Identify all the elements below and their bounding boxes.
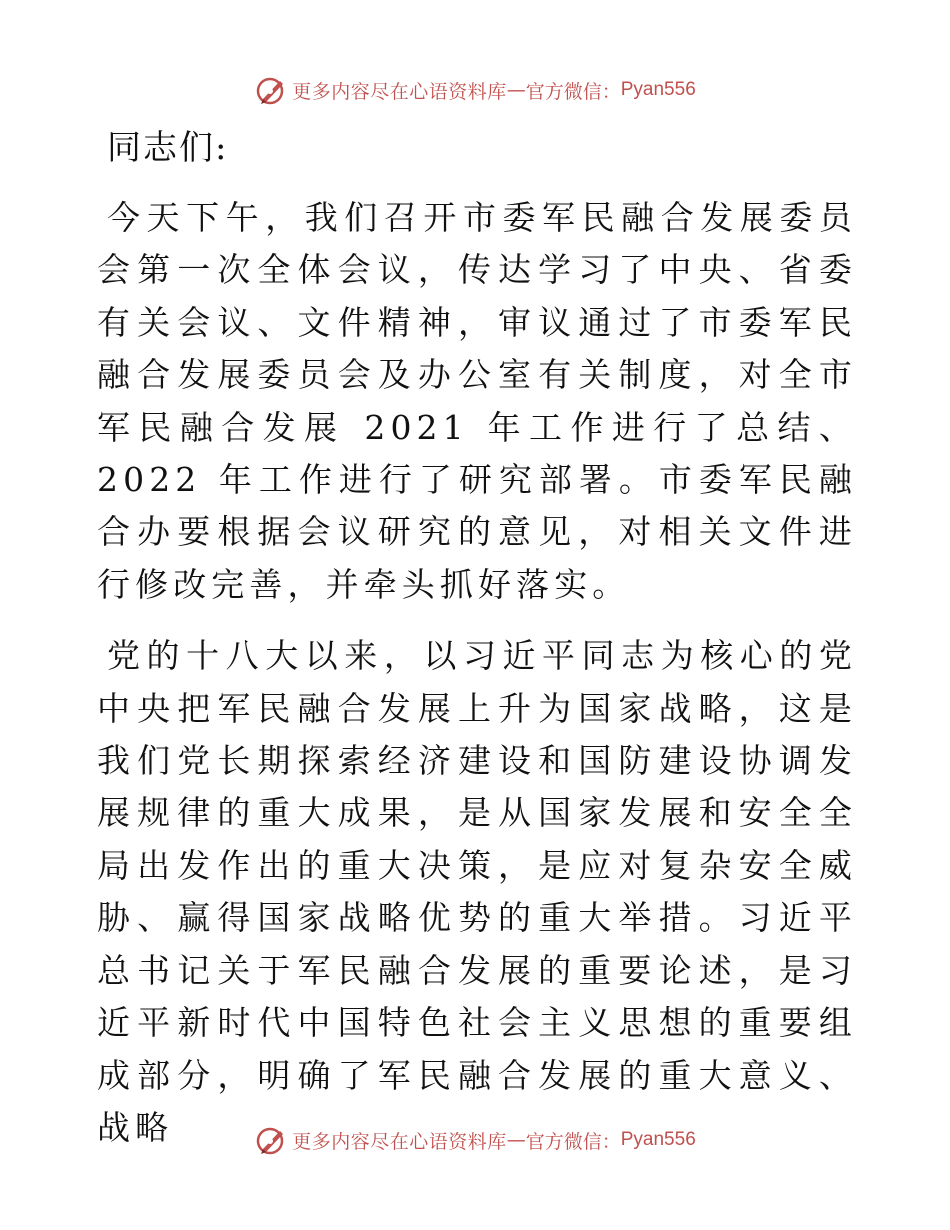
banner-text: 更多内容尽在心语资料库 xyxy=(292,1130,507,1153)
header-banner xyxy=(0,70,950,110)
banner-wechat-id: Pyan556 xyxy=(620,1129,696,1150)
banner-separator: — xyxy=(506,1129,526,1151)
paragraph: 今天下午，我们召开市委军民融合发展委员会第一次全体会议，传达学习了中央、省委有关会议、文件精神，审议通过了市委军民融合发展委员会及办公室有关制度，对全市军民融合发展 2021 年工作进行了总结、2022 年工作进行了研究部署。市委军民融合办要根据会议研究的意见，对相关文件进行修改完善，并牵头抓好落实。 xyxy=(97,198,857,604)
footer-banner xyxy=(0,1120,950,1160)
banner-separator: — xyxy=(506,79,526,101)
banner-wechat-label: 官方微信： xyxy=(525,1130,621,1153)
banner-text: 更多内容尽在心语资料库 xyxy=(292,80,507,103)
document-body xyxy=(97,118,857,1173)
pen-logo-icon xyxy=(254,1123,288,1157)
banner-wechat-id: Pyan556 xyxy=(620,79,696,100)
banner-wechat-label: 官方微信： xyxy=(525,80,621,103)
paragraph: 党的十八大以来，以习近平同志为核心的党中央把军民融合发展上升为国家战略，这是我们党长期探索经济建设和国防建设协调发展规律的重大成果，是从国家发展和安全全局出发作出的重大决策，是应对复杂安全威胁、赢得国家战略优势的重大举措。习近平总书记关于军民融合发展的重要论述，是习近平新时代中国特色社会主义思想的重要组成部分，明确了军民融合发展的重大意义、战略 xyxy=(97,636,857,1147)
pen-logo-icon xyxy=(254,73,288,107)
greeting: 同志们: xyxy=(107,128,229,168)
